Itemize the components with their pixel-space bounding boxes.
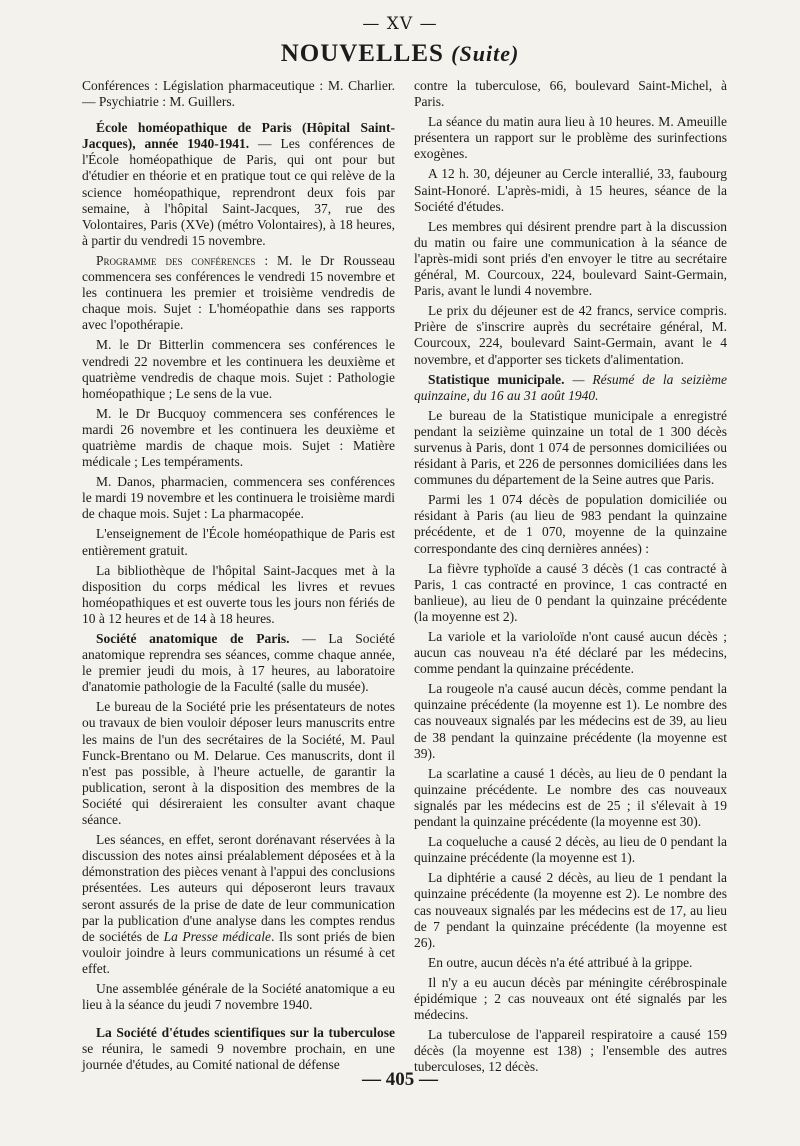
paragraph-title: Statistique municipale. <box>428 371 565 387</box>
page-roman-numeral: — XV — <box>362 14 438 34</box>
paragraph: L'enseignement de l'École homéopathique de Paris est entièrement gratuit. <box>82 526 395 558</box>
paragraph-text: — Les conférences de l'École homéopathique de Paris, qui ont pour but d'étudier en théorie et en pratique tout ce qui relève de la science homéopathique, reprendront deux fois par semaine, à l'hôpital Saint-Jacques, 37, rue des Volontaires, Paris (XVe) (métro Volontaires), à 18 heures, à partir du vendredi 15 novembre. <box>82 136 395 248</box>
paragraph <box>82 253 395 333</box>
paragraph-title: École homéopathique de Paris (Hôpital Saint-Jacques), année 1940-1941. <box>82 120 395 152</box>
paragraph: M. le Dr Bitterlin commencera ses conférences le vendredi 22 novembre et les continuera les deuxième et quatrième vendredis de chaque mois. Sujet : Pathologie homéopathique ; Le sens de la vue. <box>82 337 395 401</box>
paragraph: La séance du matin aura lieu à 10 heures. M. Ameuille présentera un rapport sur le problème des surinfections exogènes. <box>414 114 727 162</box>
heading-title: NOUVELLES <box>280 40 444 67</box>
paragraph: La scarlatine a causé 1 décès, au lieu de 0 pendant la quinzaine précédente. Le nombre des cas nouveaux signalés par les médecins est de 25 ; il s'élevait à 19 pendant la quinzaine précédente (la moyenne est 30). <box>414 765 727 830</box>
paragraph: M. le Dr Bucquoy commencera ses conférences le mardi 26 novembre et les continuera les deuxième et quatrième mardis de chaque mois. Sujet : Matière médicale ; Les tempéraments. <box>82 405 395 470</box>
paragraph: Les membres qui désirent prendre part à la discussion du matin ou faire une communication à la séance de l'après-midi sont priés d'en envoyer le titre au secrétaire général, M. Courcoux, 224, boulevard Saint-Germain, Paris, avant le lundi 4 novembre. <box>414 218 727 299</box>
paragraph: M. Danos, pharmacien, commencera ses conférences le mardi 19 novembre et les continuera le troisième mardi de chaque mois. Sujet : La pharmacopée. <box>82 474 395 522</box>
paragraph: La rougeole n'a causé aucun décès, comme pendant la quinzaine précédente (la moyenne est 1). Le nombre des cas nouveaux signalés par les médecins est de 39, au lieu de 38 pendant la quinzaine précédente (la moyenne est 39). <box>414 681 727 761</box>
paragraph: Il n'y a eu aucun décès par méningite cérébrospinale épidémique ; 2 cas nouveaux ont été signalés par les médecins. <box>414 974 727 1023</box>
paragraph <box>82 120 395 249</box>
paragraph: Le bureau de la Société prie les présentateurs de notes ou travaux de bien vouloir déposer leurs manuscrits entre les mains de l'un des secrétaires de la Société, M. Paul Funck-Brentano ou M. Delarue. Ces manuscrits, dont il n'est pas possible, à l'heure actuelle, de garantir la publication, seront à la disposition des membres de la Société qui désireraient les consulter avant chaque séance. <box>82 699 395 828</box>
paragraph-title: Société anatomique de Paris. <box>96 631 290 646</box>
paragraph-text: Les séances, en effet, seront dorénavant réservées à la discussion des notes ainsi préalablement déposées et à la démonstration des pièces venant à l'appui des conclusions présentées. Les auteurs qui déposeront leurs travaux seront assurés de la prise de date de leur communication par la publication d'une analyse dans les comptes rendus de sociétés de <box>82 832 395 944</box>
page-number: — 405 — <box>362 1069 438 1090</box>
journal-name: La Presse médicale <box>163 928 272 944</box>
paragraph: La bibliothèque de l'hôpital Saint-Jacques met à la disposition du corps médical les livres et revues homéopathiques et est ouverte tous les jours non fériés de 10 à 12 heures et de 14 à 18 heures. <box>82 562 395 626</box>
paragraph <box>82 1025 395 1073</box>
paragraph <box>82 631 395 695</box>
paragraph: En outre, aucun décès n'a été attribué à la grippe. <box>428 954 693 970</box>
heading-suite: (Suite) <box>451 41 520 66</box>
paragraph <box>414 372 727 404</box>
paragraph: Le bureau de la Statistique municipale a enregistré pendant la seizième quinzaine un total de 1 300 décès survenus à Paris, dont 1 074 de personnes domiciliées ou résidant à Paris, et 226 de personnes domiciliées dans les communes du département de la Seine autres que Paris. <box>414 407 727 488</box>
section-heading <box>0 40 800 68</box>
paragraph: La diphtérie a causé 2 décès, au lieu de 1 pendant la quinzaine précédente (la moyenne est 2). Le nombre des cas nouveaux signalés par les médecins est de 17, au lieu de 7 pendant la quinzaine précédente (la moyenne est 26). <box>414 870 727 950</box>
paragraph: La coqueluche a causé 2 décès, au lieu de 0 pendant la quinzaine précédente (la moyenne est 1). <box>414 834 727 866</box>
paragraph: Conférences : Législation pharmaceutique : M. Charlier. — Psychiatrie : M. Guillers. <box>82 78 395 110</box>
paragraph: contre la tuberculose, 66, boulevard Saint-Michel, à Paris. <box>414 78 727 110</box>
paragraph: La variole et la varioloïde n'ont causé aucun décès ; aucun cas nouveau n'a été déclaré par les médecins, comme pendant la quinzaine précédente. <box>414 629 727 677</box>
paragraph-text: M. le Dr Rousseau commencera ses conférences le vendredi 15 novembre et les continuera les premier et troisième vendredis de chaque mois. Sujet : L'homéopathie dans ses rapports avec l'opothérapie. <box>82 252 395 333</box>
paragraph-text: — La Société anatomique reprendra ses séances, comme chaque année, le premier jeudi du mois, à 17 heures, au laboratoire d'anatomie pathologie de la Faculté (salle du musée). <box>82 631 395 695</box>
paragraph: La tuberculose de l'appareil respiratoire a causé 159 décès (la moyenne est 138) ; l'ensemble des autres tuberculoses, 12 décès. <box>414 1027 727 1075</box>
paragraph-text: . Ils sont priés de bien vouloir joindre à leurs communications un résumé à cet effet. <box>82 928 395 976</box>
paragraph-text: se réunira, le samedi 9 novembre prochain, en une journée d'études, au Comité national de défense <box>82 1041 395 1073</box>
paragraph-title: La Société d'études scientifiques sur la tuberculose <box>96 1025 395 1041</box>
paragraph: Une assemblée générale de la Société anatomique a eu lieu à la séance du jeudi 7 novembre 1940. <box>82 980 395 1013</box>
left-column <box>82 78 395 1077</box>
paragraph-subtitle: — Résumé de la seizième quinzaine, du 16 au 31 août 1940. <box>414 371 728 403</box>
paragraph: La fièvre typhoïde a causé 3 décès (1 cas contracté à Paris, 1 cas contracté en province, 1 cas contracté en banlieue), au lieu de 0 pendant la quinzaine précédente (la moyenne est 2). <box>414 560 727 624</box>
paragraph: Le prix du déjeuner est de 42 francs, service compris. Prière de s'inscrire auprès du secrétaire général, M. Courcoux, 224, boulevard Saint-Germain, avant le 4 novembre, et d'apporter ses tickets d'alimentation. <box>414 303 727 367</box>
paragraph <box>82 832 395 977</box>
paragraph-title: Programme des conférences : <box>96 252 269 268</box>
paragraph: A 12 h. 30, déjeuner au Cercle interallié, 33, faubourg Saint-Honoré. L'après-midi, à 15 heures, séance de la Société d'études. <box>414 166 727 214</box>
paragraph: Parmi les 1 074 décès de population domiciliée ou résidant à Paris (au lieu de 983 pendant la quinzaine précédente, et de 1 070, moyenne de la quinzaine correspondante des cinq dernières années) : <box>414 492 727 556</box>
right-column <box>414 78 727 1079</box>
